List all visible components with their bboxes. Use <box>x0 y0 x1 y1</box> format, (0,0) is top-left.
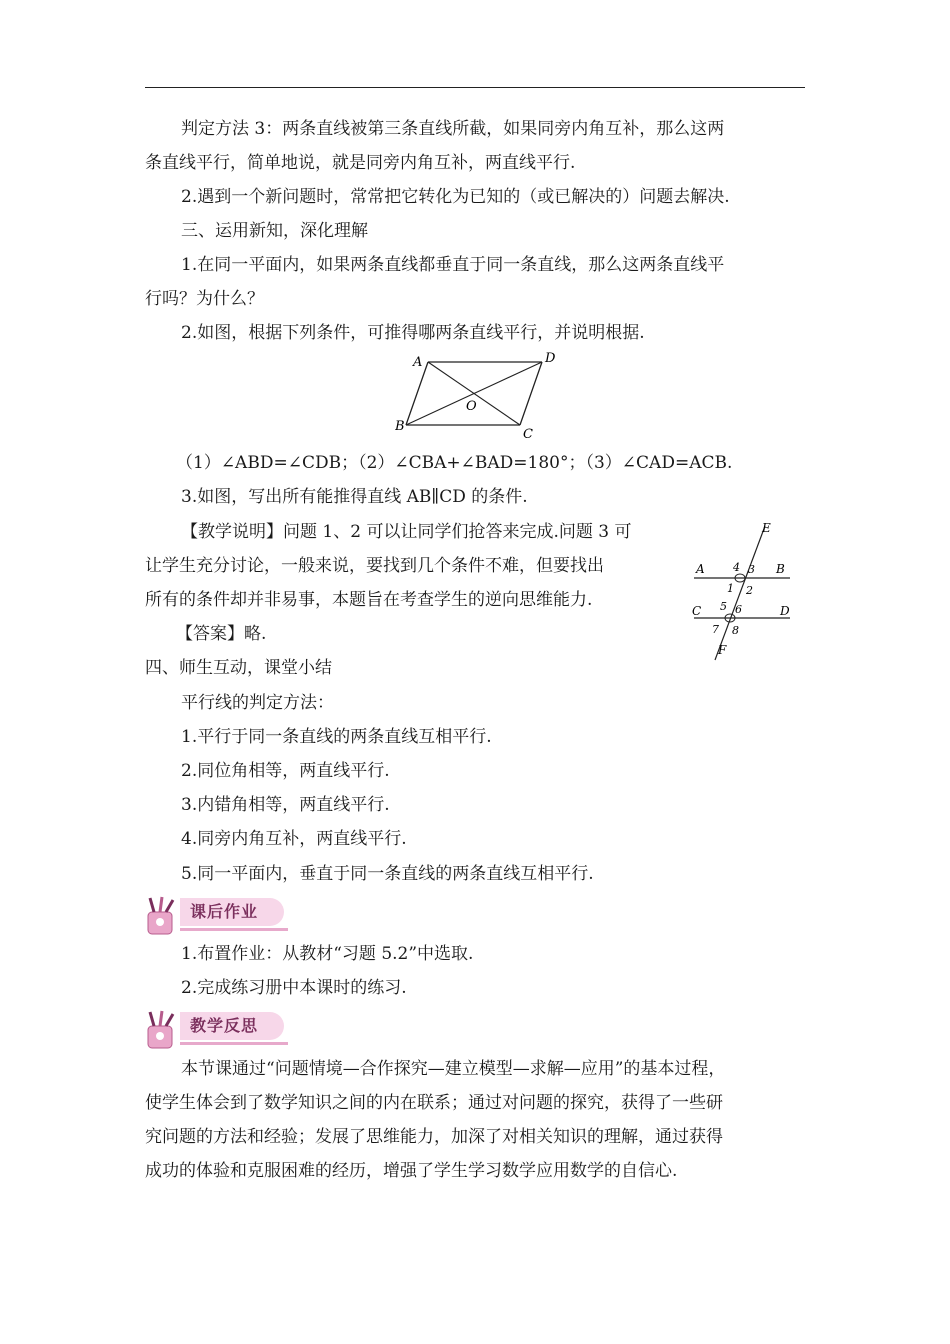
text-line: 2.遇到一个新问题时，常常把它转化为已知的（或已解决的）问题去解决. <box>181 187 730 207</box>
list-item: 1.布置作业：从教材“习题 5.2”中选取. <box>181 944 474 964</box>
banner-stripe <box>180 928 288 931</box>
label-C: C <box>523 427 533 442</box>
list-item: 2.同位角相等，两直线平行. <box>181 761 390 781</box>
reflection-banner <box>142 1008 292 1052</box>
text-line: 【教学说明】问题 1、2 可以让同学们抢答来完成.问题 3 可 <box>181 522 632 542</box>
label-B: B <box>776 562 785 576</box>
text-line: 2.如图，根据下列条件，可推得哪两条直线平行，并说明根据. <box>181 323 645 343</box>
text-line: 条直线平行，简单地说，就是同旁内角互补，两直线平行. <box>145 153 576 173</box>
label-D: D <box>780 604 790 618</box>
label-B: B <box>395 419 405 434</box>
label-A: A <box>413 355 423 370</box>
label-O: O <box>466 399 477 414</box>
list-item: 4.同旁内角互补，两直线平行. <box>181 829 407 849</box>
text-line: 1.在同一平面内，如果两条直线都垂直于同一条直线，那么这两条直线平 <box>181 255 725 275</box>
list-item: 5.同一平面内，垂直于同一条直线的两条直线互相平行. <box>181 864 594 884</box>
list-item: 1.平行于同一条直线的两条直线互相平行. <box>181 727 492 747</box>
text-line: 所有的条件却并非易事，本题旨在考查学生的逆向思维能力. <box>145 590 593 610</box>
homework-title: 课后作业 <box>180 898 284 926</box>
text-line: 平行线的判定方法： <box>181 693 334 713</box>
text-line: 3.如图，写出所有能推得直线 AB∥CD 的条件. <box>181 487 528 507</box>
label-F: F <box>718 643 727 657</box>
label-C: C <box>692 604 702 618</box>
angle-5: 5 <box>720 600 727 613</box>
label-A: A <box>696 562 705 576</box>
angle-1: 1 <box>727 582 734 595</box>
text-line: 使学生体会到了数学知识之间的内在联系；通过对问题的探究，获得了一些研 <box>145 1093 723 1113</box>
section-heading: 三、运用新知，深化理解 <box>181 221 368 241</box>
text-line: 行吗？为什么？ <box>145 289 264 309</box>
list-item: 3.内错角相等，两直线平行. <box>181 795 390 815</box>
angle-8: 8 <box>732 624 739 637</box>
angle-7: 7 <box>712 623 719 636</box>
text-line: 本节课通过“问题情境—合作探究—建立模型—求解—应用”的基本过程， <box>181 1059 726 1079</box>
label-D: D <box>545 352 556 366</box>
reflection-title: 教学反思 <box>180 1012 284 1040</box>
answer-line: 【答案】略. <box>176 624 267 644</box>
section-heading: 四、师生互动，课堂小结 <box>145 658 332 678</box>
angle-3: 3 <box>748 563 755 576</box>
transversal-figure <box>690 518 800 668</box>
text-line: 判定方法 3：两条直线被第三条直线所截，如果同旁内角互补，那么这两 <box>181 119 725 139</box>
label-E: E <box>762 521 771 535</box>
text-line: 让学生充分讨论，一般来说，要找到几个条件不难，但要找出 <box>145 556 604 576</box>
homework-banner <box>142 894 292 938</box>
text-line: 究问题的方法和经验；发展了思维能力，加深了对相关知识的理解，通过获得 <box>145 1127 723 1147</box>
list-item: 2.完成练习册中本课时的练习. <box>181 978 407 998</box>
banner-stripe <box>180 1042 288 1045</box>
text-line: 成功的体验和克服困难的经历，增强了学生学习数学应用数学的自信心. <box>145 1161 678 1181</box>
conditions-line: （1）∠ABD=∠CDB；（2）∠CBA+∠BAD=180°；（3）∠CAD=ACB. <box>176 453 733 473</box>
header-rule <box>145 87 805 88</box>
angle-6: 6 <box>735 603 742 616</box>
angle-4: 4 <box>733 561 740 574</box>
angle-2: 2 <box>746 584 753 597</box>
parallelogram-figure <box>395 352 565 442</box>
